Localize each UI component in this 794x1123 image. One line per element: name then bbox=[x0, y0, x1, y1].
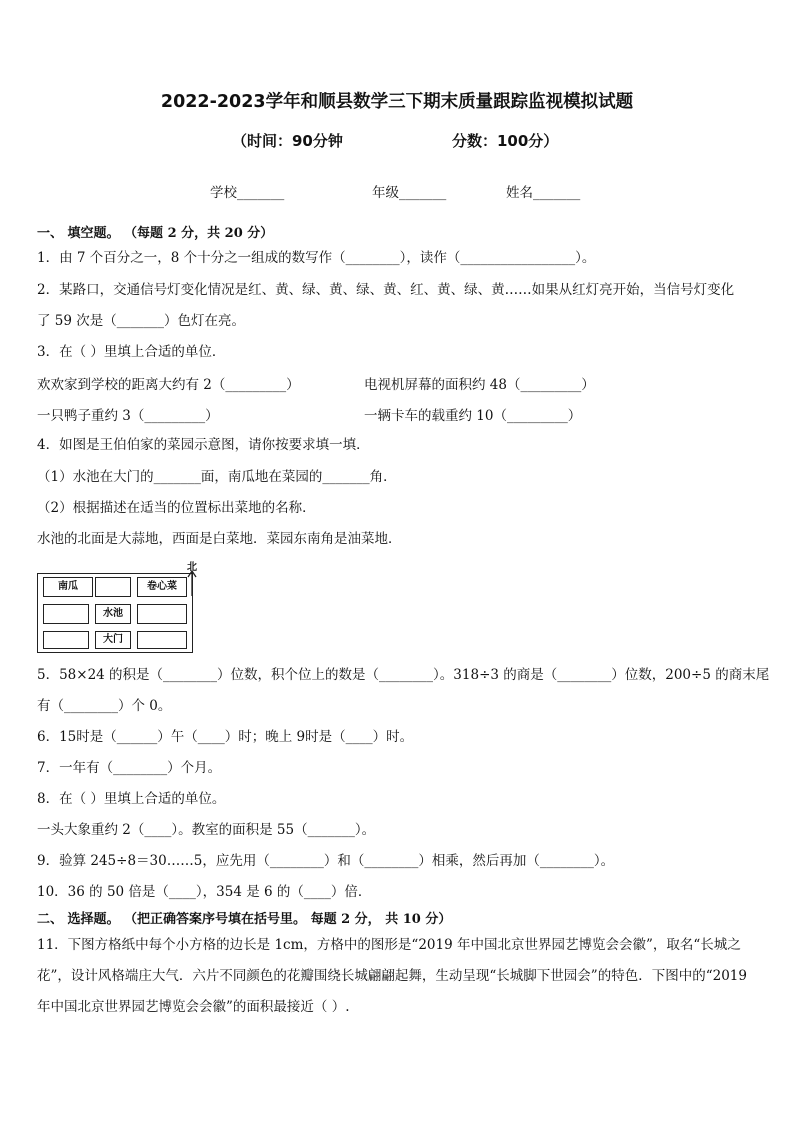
question-11-line-3: 年中国北京世界园艺博览会会徽”的面积最接近（ ）. bbox=[37, 999, 350, 1015]
question-2-line-1: 2．某路口，交通信号灯变化情况是红、黄、绿、黄、绿、黄、红、黄、绿、黄……如果从红灯亮开始，当信号灯变化 bbox=[37, 282, 735, 298]
garden-plot-empty bbox=[95, 577, 131, 597]
garden-plot-empty bbox=[43, 604, 89, 624]
exam-time: （时间：90分钟 bbox=[232, 132, 343, 150]
question-6: 6．15时是（______）午（____）时；晚上 9时是（____）时。 bbox=[37, 729, 414, 745]
question-4-part-1: （1）水池在大门的_______面，南瓜地在菜园的_______角． bbox=[37, 469, 397, 485]
garden-plot-empty bbox=[137, 631, 187, 649]
question-5-line-1: 5．58×24 的积是（________）位数，积个位上的数是（________）。318÷3 的商是（________）位数，200÷5 的商末尾 bbox=[37, 667, 770, 683]
question-8-items: 一头大象重约 2（____）。教室的面积是 55（_______）。 bbox=[37, 822, 376, 838]
north-arrow-icon bbox=[186, 568, 198, 598]
name-field: 姓名_______ bbox=[506, 185, 581, 201]
question-2-line-2: 了 59 次是（_______）色灯在亮。 bbox=[37, 313, 246, 329]
question-3-item-c: 一只鸭子重约 3（_________） bbox=[37, 408, 219, 424]
question-4-description: 水池的北面是大蒜地，西面是白菜地．菜园东南角是油菜地． bbox=[37, 531, 402, 547]
question-4: 4．如图是王伯伯家的菜园示意图，请你按要求填一填． bbox=[37, 437, 370, 453]
section-heading-fill: 一、 填空题。 （每题 2 分，共 20 分） bbox=[37, 226, 274, 241]
grade-field: 年级_______ bbox=[372, 185, 447, 201]
question-3-item-a: 欢欢家到学校的距离大约有 2（_________） bbox=[37, 377, 300, 393]
garden-plot-pond: 水池 bbox=[95, 604, 131, 624]
section-heading-choice: 二、 选择题。 （把正确答案序号填在括号里。 每题 2 分， 共 10 分） bbox=[37, 912, 452, 927]
page-title: 2022-2023学年和顺县数学三下期末质量跟踪监视模拟试题 bbox=[160, 92, 634, 112]
exam-score: 分数：100分） bbox=[452, 132, 559, 150]
question-11-line-1: 11．下图方格纸中每个小方格的边长是 1cm，方格中的图形是“2019 年中国北京世界园艺博览会会徽”，取名“长城之 bbox=[37, 937, 741, 953]
question-4-part-2: （2）根据描述在适当的位置标出菜地的名称． bbox=[37, 500, 316, 516]
question-5-line-2: 有（________）个 0。 bbox=[37, 698, 172, 714]
garden-plot-gate: 大门 bbox=[95, 631, 131, 649]
garden-plot-cabbage: 卷心菜 bbox=[137, 577, 187, 597]
north-label: 北 bbox=[187, 562, 197, 573]
question-8: 8．在（ ）里填上合适的单位。 bbox=[37, 791, 226, 807]
question-9: 9．验算 245÷8＝30……5，应先用（________）和（________）相乘，然后再加（________）。 bbox=[37, 853, 615, 869]
question-3: 3．在（ ）里填上合适的单位． bbox=[37, 344, 226, 360]
question-3-item-b: 电视机屏幕的面积约 48（_________） bbox=[364, 377, 595, 393]
question-7: 7．一年有（________）个月。 bbox=[37, 760, 222, 776]
question-11-line-2: 花”，设计风格端庄大气．六片不同颜色的花瓣围绕长城翩翩起舞，生动呈现“长城脚下世园会”的特色．下图中的“2019 bbox=[37, 968, 747, 984]
garden-plot-pumpkin: 南瓜 bbox=[43, 577, 93, 597]
garden-plot-empty bbox=[137, 604, 187, 624]
school-field: 学校_______ bbox=[210, 185, 285, 201]
question-1: 1．由 7 个百分之一，8 个十分之一组成的数写作（________），读作（_________________）。 bbox=[37, 250, 596, 266]
garden-plot-empty bbox=[43, 631, 89, 649]
question-10: 10．36 的 50 倍是（____），354 是 6 的（____）倍． bbox=[37, 884, 372, 900]
question-3-item-d: 一辆卡车的载重约 10（_________） bbox=[364, 408, 582, 424]
